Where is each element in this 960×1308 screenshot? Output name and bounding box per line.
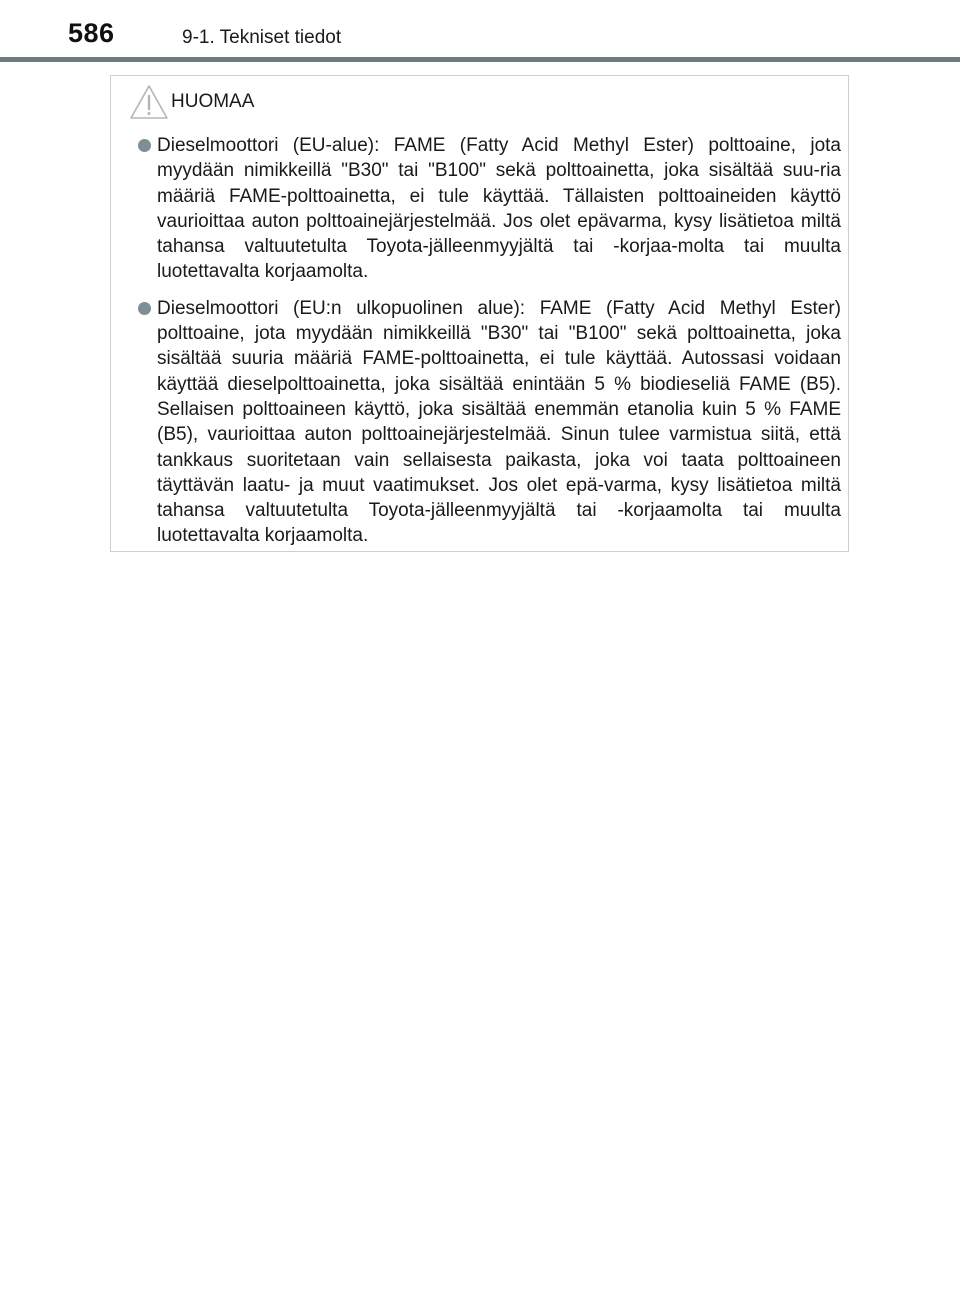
section-title: 9-1. Tekniset tiedot	[182, 27, 342, 48]
bullet-dot-icon	[138, 302, 151, 315]
list-item	[138, 296, 841, 549]
bullet-dot-icon	[138, 139, 151, 152]
warning-triangle-icon	[129, 84, 169, 120]
page-number: 586	[68, 18, 115, 48]
list-item-text: Dieselmoottori (EU-alue): FAME (Fatty Acid Methyl Ester) polttoaine, jota myydään nimikkeillä "B30" tai "B100" sekä polttoainetta, joka sisältää suu-ria määriä FAME-polttoainetta, ei tule käyttää. Tällaisten polttoaineiden käyttö vaurioittaa auton polttoainejärjestelmää. Jos olet epävarma, kysy lisätietoa miltä tahansa valtuutetulta Toyota-jälleenmyyjältä tai -korjaa-molta tai muulta luotettavalta korjaamolta.	[157, 135, 841, 283]
page-header	[0, 0, 960, 62]
notice-label: HUOMAA	[171, 91, 255, 112]
notice-box	[110, 75, 849, 552]
list-item	[138, 133, 841, 285]
header-rule	[0, 57, 960, 62]
notice-body	[138, 133, 841, 560]
list-item-text: Dieselmoottori (EU:n ulkopuolinen alue): FAME (Fatty Acid Methyl Ester) polttoaine, jota myydään nimikkeillä "B30" tai "B100" sekä polttoainetta, joka sisältää suuria määriä FAME-polttoainetta, ei tule käyttää. Autossasi voidaan käyttää dieselpolttoainetta, joka sisältää enintään 5 % biodieseliä FAME (B5). Sellaisen polttoaineen käyttö, joka sisältää enemmän etanolia kuin 5 % FAME (B5), vaurioittaa auton polttoainejärjestelmää. Sinun tulee varmistua siitä, että tankkaus suoritetaan vain sellaisesta paikasta, joka voi taata polttoaineen täyttävän laatu- ja muut vaatimukset. Jos olet epä-varma, kysy lisätietoa miltä tahansa valtuutetulta Toyota-jälleenmyyjältä tai -korjaamolta tai muulta luotettavalta korjaamolta.	[157, 297, 841, 547]
